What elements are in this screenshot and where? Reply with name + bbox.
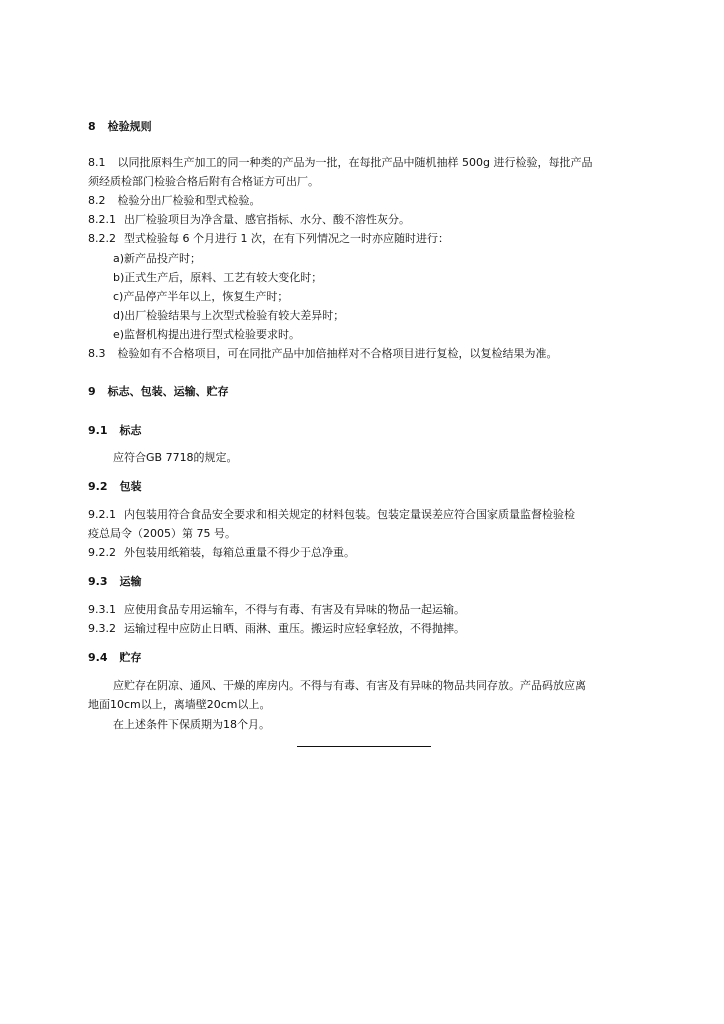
section-number: 9 [88, 385, 96, 398]
subsection-title: 运输 [119, 575, 142, 588]
section-9-heading [88, 384, 229, 400]
clause-text: 检验分出厂检验和型式检验。 [117, 194, 261, 207]
end-rule [297, 746, 431, 747]
storage-text-line-1: 应贮存在阴凉、通风、干燥的库房内。不得与有毒、有害及有异味的物品共同存放。产品码放应离 [113, 679, 586, 692]
subsection-9-4-heading [88, 650, 142, 666]
list-item: d)出厂检验结果与上次型式检验有较大差异时； [113, 309, 345, 322]
list-item: b)正式生产后，原料、工艺有较大变化时； [113, 271, 323, 284]
clause-number: 9.2.2 [88, 546, 116, 559]
subsection-number: 9.1 [88, 424, 108, 437]
clause-number: 8.1 [88, 156, 106, 169]
clause-8-3 [88, 346, 558, 362]
subsection-9-2-heading [88, 479, 142, 495]
storage-text-line-2: 地面10cm以上，离墙壁20cm以上。 [88, 698, 271, 711]
storage-text-line-3: 在上述条件下保质期为18个月。 [113, 718, 270, 731]
clause-9-2-1-line-1 [88, 507, 575, 523]
clause-number: 8.3 [88, 347, 106, 360]
clause-text: 内包装用符合食品安全要求和相关规定的材料包装。包装定量误差应符合国家质量监督检验检 [124, 508, 575, 521]
clause-number: 8.2.2 [88, 232, 116, 245]
clause-8-1-line-1 [88, 155, 592, 171]
clause-9-2-2 [88, 545, 355, 561]
subsection-number: 9.4 [88, 651, 108, 664]
clause-text: 以同批原料生产加工的同一种类的产品为一批，在每批产品中随机抽样 500g 进行检验，每批产品 [117, 156, 593, 169]
clause-text: 出厂检验项目为净含量、感官指标、水分、酸不溶性灰分。 [124, 213, 410, 226]
clause-text: 应使用食品专用运输车，不得与有毒、有害及有异味的物品一起运输。 [124, 603, 465, 616]
clause-8-2-1 [88, 212, 410, 228]
section-title: 标志、包装、运输、贮存 [107, 385, 229, 398]
section-title: 检验规则 [107, 120, 152, 133]
clause-9-3-1 [88, 602, 465, 618]
subsection-9-1-heading [88, 423, 142, 439]
clause-text: 外包装用纸箱装，每箱总重量不得少于总净重。 [124, 546, 355, 559]
subsection-number: 9.2 [88, 480, 108, 493]
list-item: e)监督机构提出进行型式检验要求时。 [113, 328, 301, 341]
clause-number: 9.3.1 [88, 603, 116, 616]
clause-8-2 [88, 193, 261, 209]
subsection-9-3-heading [88, 574, 142, 590]
subsection-title: 包装 [119, 480, 142, 493]
clause-number: 8.2.1 [88, 213, 116, 226]
list-item: c)产品停产半年以上，恢复生产时； [113, 290, 289, 303]
section-number: 8 [88, 120, 96, 133]
clause-number: 9.3.2 [88, 622, 116, 635]
clause-text: 检验如有不合格项目，可在同批产品中加倍抽样对不合格项目进行复检，以复检结果为准。 [117, 347, 558, 360]
subsection-number: 9.3 [88, 575, 108, 588]
clause-text: 型式检验每 6 个月进行 1 次，在有下列情况之一时亦应随时进行： [124, 232, 449, 245]
section-8-heading [88, 119, 152, 135]
clause-9-2-1-line-2: 疫总局令（2005）第 75 号。 [88, 527, 236, 540]
clause-text: 运输过程中应防止日晒、雨淋、重压。搬运时应轻拿轻放，不得抛摔。 [124, 622, 465, 635]
clause-number: 8.2 [88, 194, 106, 207]
subsection-title: 标志 [119, 424, 142, 437]
clause-8-1-line-2: 须经质检部门检验合格后附有合格证方可出厂。 [88, 175, 319, 188]
clause-8-2-2 [88, 231, 449, 247]
subsection-title: 贮存 [119, 651, 142, 664]
subsection-9-1-text: 应符合GB 7718的规定。 [113, 451, 238, 464]
clause-number: 9.2.1 [88, 508, 116, 521]
clause-9-3-2 [88, 621, 465, 637]
list-item: a)新产品投产时； [113, 252, 202, 265]
